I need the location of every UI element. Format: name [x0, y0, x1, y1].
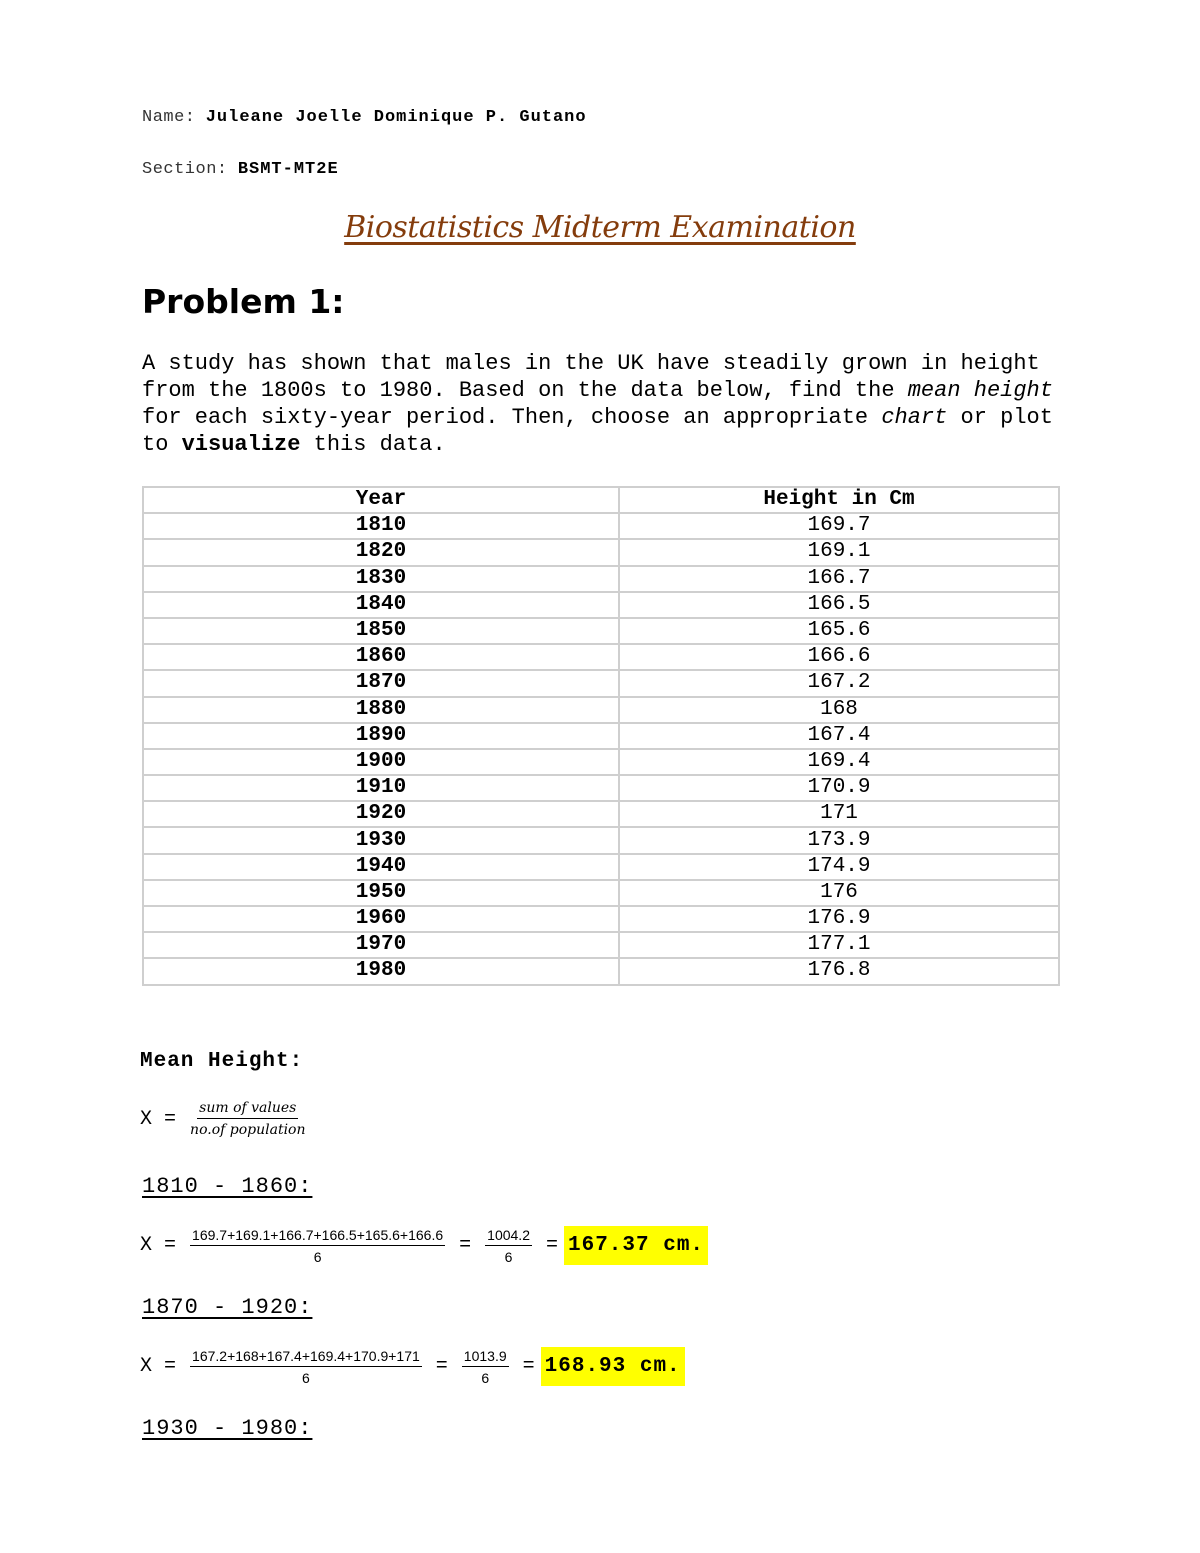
period-2-equation — [140, 1347, 685, 1386]
table-row — [143, 749, 1059, 775]
p2-sum-fraction — [190, 1348, 422, 1386]
height-cell: 167.2 — [619, 670, 1059, 696]
table-body — [143, 513, 1059, 984]
mean-formula — [140, 1100, 314, 1138]
mean-height-heading: Mean Height: — [140, 1050, 304, 1073]
p2-x: X — [140, 1355, 153, 1378]
p1-eq2: = — [459, 1234, 472, 1257]
year-cell: 1850 — [143, 618, 619, 644]
year-cell: 1830 — [143, 566, 619, 592]
height-cell: 176.8 — [619, 958, 1059, 984]
table-row — [143, 827, 1059, 853]
height-cell: 169.1 — [619, 539, 1059, 565]
height-cell: 166.7 — [619, 566, 1059, 592]
section-line — [142, 160, 339, 179]
section-label: Section: — [142, 160, 228, 179]
p2-sum-expression: 167.2+168+167.4+169.4+170.9+171 — [190, 1348, 422, 1367]
table-row — [143, 854, 1059, 880]
problem-heading: Problem 1: — [142, 282, 345, 321]
table-row — [143, 539, 1059, 565]
p1-count-2: 6 — [504, 1248, 513, 1265]
p2-eq1: = — [164, 1355, 177, 1378]
year-cell: 1980 — [143, 958, 619, 984]
p1-result-highlight: 167.37 cm. — [564, 1226, 708, 1265]
formula-numerator: sum of values — [197, 1100, 298, 1119]
height-cell: 165.6 — [619, 618, 1059, 644]
year-cell: 1900 — [143, 749, 619, 775]
height-cell: 177.1 — [619, 932, 1059, 958]
document-title: Biostatistics Midterm Examination — [344, 210, 856, 245]
period-1-equation — [140, 1226, 708, 1265]
intro-part-3: or plot to — [142, 405, 1053, 457]
p1-eq1: = — [164, 1234, 177, 1257]
period-label-1: 1810 - 1860: — [142, 1174, 313, 1199]
section-value: BSMT-MT2E — [237, 160, 339, 179]
table-row — [143, 592, 1059, 618]
height-cell: 174.9 — [619, 854, 1059, 880]
year-cell: 1810 — [143, 513, 619, 539]
height-cell: 176 — [619, 880, 1059, 906]
table-row — [143, 513, 1059, 539]
table-row — [143, 958, 1059, 984]
height-cell: 176.9 — [619, 906, 1059, 932]
table-row — [143, 775, 1059, 801]
formula-lhs — [140, 1108, 176, 1131]
height-cell: 167.4 — [619, 723, 1059, 749]
formula-equals: = — [164, 1107, 177, 1131]
table-row — [143, 906, 1059, 932]
table-row — [143, 880, 1059, 906]
period-label-3: 1930 - 1980: — [142, 1416, 313, 1441]
table-row — [143, 618, 1059, 644]
problem-statement — [142, 350, 1062, 458]
p2-total: 1013.9 — [462, 1348, 509, 1367]
p1-count: 6 — [313, 1248, 322, 1265]
table-row — [143, 644, 1059, 670]
p2-total-fraction — [462, 1348, 509, 1386]
year-cell: 1920 — [143, 801, 619, 827]
p1-x: X — [140, 1234, 153, 1257]
year-cell: 1940 — [143, 854, 619, 880]
height-data-table — [142, 486, 1060, 986]
p1-sum-fraction — [190, 1227, 445, 1265]
year-cell: 1880 — [143, 697, 619, 723]
table-row — [143, 932, 1059, 958]
p2-eq3: = — [522, 1355, 535, 1378]
height-cell: 166.6 — [619, 644, 1059, 670]
p2-eq2: = — [435, 1355, 448, 1378]
p2-lhs — [140, 1355, 176, 1378]
p1-lhs — [140, 1234, 176, 1257]
p1-total: 1004.2 — [485, 1227, 532, 1246]
year-cell: 1890 — [143, 723, 619, 749]
col-header-height: Height in Cm — [619, 487, 1059, 513]
year-cell: 1970 — [143, 932, 619, 958]
year-cell: 1870 — [143, 670, 619, 696]
p1-sum-expression: 169.7+169.1+166.7+166.5+165.6+166.6 — [190, 1227, 445, 1246]
formula-fraction — [190, 1100, 305, 1138]
intro-visualize: visualize — [181, 432, 301, 457]
year-cell: 1950 — [143, 880, 619, 906]
height-cell: 169.7 — [619, 513, 1059, 539]
height-cell: 170.9 — [619, 775, 1059, 801]
year-cell: 1820 — [143, 539, 619, 565]
table-row — [143, 697, 1059, 723]
year-cell: 1930 — [143, 827, 619, 853]
name-line — [142, 108, 587, 127]
name-label: Name: — [142, 108, 196, 127]
table-header-row — [143, 487, 1059, 513]
period-label-2: 1870 - 1920: — [142, 1295, 313, 1320]
p1-eq3: = — [545, 1234, 558, 1257]
table-row — [143, 566, 1059, 592]
p1-total-fraction — [485, 1227, 532, 1265]
year-cell: 1860 — [143, 644, 619, 670]
table-row — [143, 670, 1059, 696]
height-cell: 169.4 — [619, 749, 1059, 775]
formula-x: X — [140, 1107, 153, 1131]
intro-mean-height: mean height — [907, 378, 1053, 403]
table-row — [143, 801, 1059, 827]
intro-chart: chart — [881, 405, 948, 430]
intro-part-2: for each sixty-year period. Then, choose an appropriate — [142, 405, 882, 430]
intro-part-1: A study has shown that males in the UK have steadily grown in height from the 1800s to 1980. Based on the data below, find the — [142, 351, 1040, 403]
year-cell: 1960 — [143, 906, 619, 932]
height-cell: 173.9 — [619, 827, 1059, 853]
height-cell: 168 — [619, 697, 1059, 723]
name-value: Juleane Joelle Dominique P. Gutano — [205, 108, 587, 127]
p2-count: 6 — [302, 1369, 310, 1386]
year-cell: 1910 — [143, 775, 619, 801]
formula-denominator: no.of population — [190, 1122, 306, 1138]
p2-count-2: 6 — [481, 1369, 490, 1386]
table-row — [143, 723, 1059, 749]
col-header-year: Year — [143, 487, 619, 513]
height-cell: 166.5 — [619, 592, 1059, 618]
intro-part-4: this data. — [300, 432, 446, 457]
p2-result-highlight: 168.93 cm. — [541, 1347, 685, 1386]
height-cell: 171 — [619, 801, 1059, 827]
year-cell: 1840 — [143, 592, 619, 618]
